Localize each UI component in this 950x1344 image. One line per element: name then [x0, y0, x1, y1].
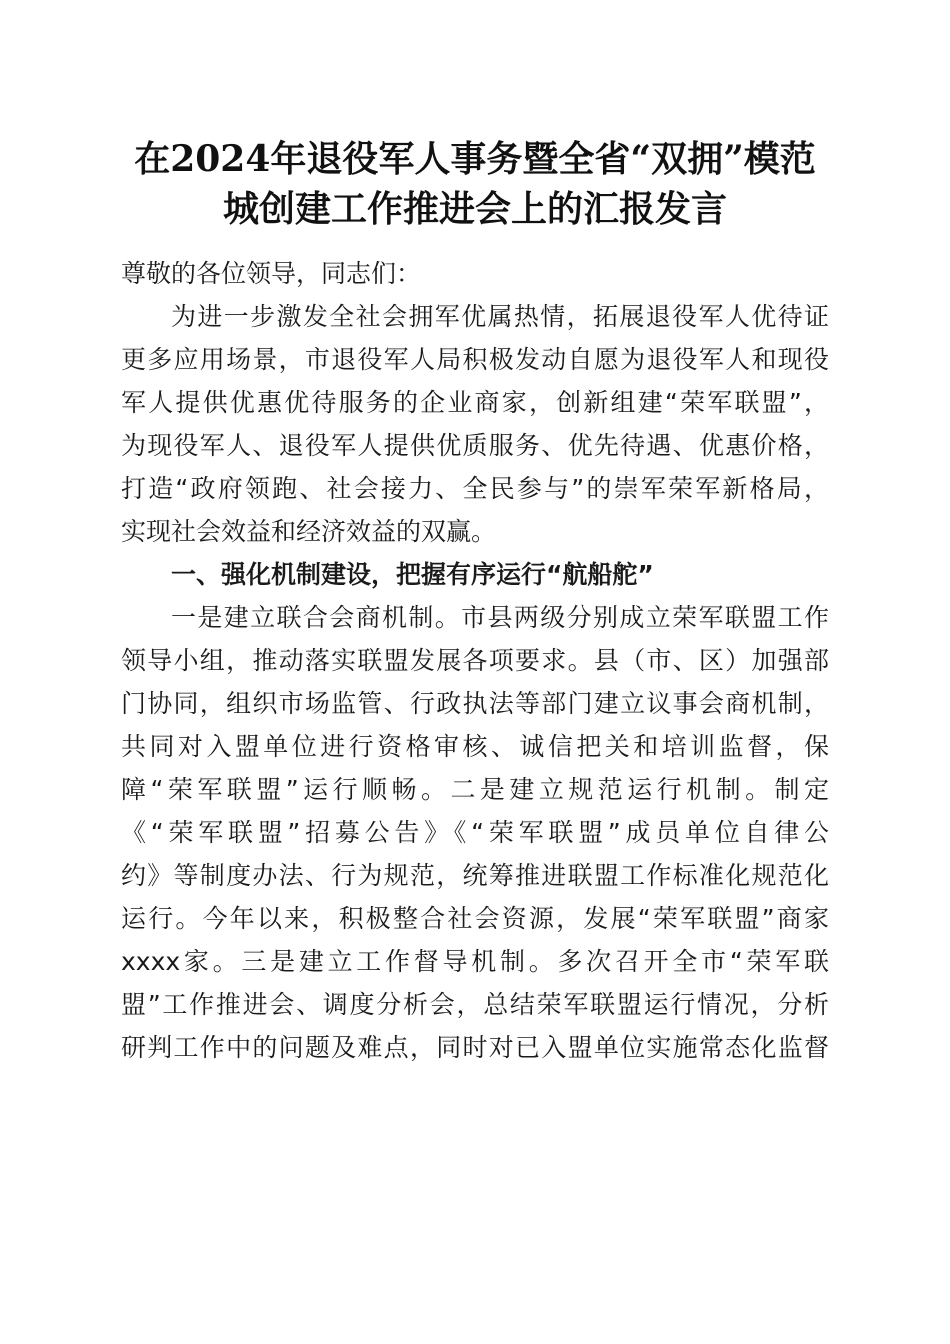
intro-line-6: 实现社会效益和经济效益的双赢。 — [121, 517, 497, 546]
section-1-line-1: 一是建立联合会商机制。市县两级分别成立荣军联盟工作 — [171, 603, 829, 632]
intro-paragraph — [121, 295, 829, 553]
document-title — [110, 134, 840, 234]
intro-line-1: 为进一步激发全社会拥军优属热情，拓展退役军人优待证 — [171, 302, 829, 331]
title-line-2: 城创建工作推进会上的汇报发言 — [222, 188, 727, 230]
section-1-line-7: 约》等制度办法、行为规范，统筹推进联盟工作标准化规范化 — [121, 861, 829, 890]
document-body — [121, 252, 829, 1069]
section-1-line-4: 共同对入盟单位进行资格审核、诚信把关和培训监督，保 — [121, 732, 829, 761]
intro-line-3: 军人提供优惠优待服务的企业商家，创新组建“荣军联盟”， — [121, 388, 829, 417]
intro-line-5: 打造“政府领跑、社会接力、全民参与”的崇军荣军新格局， — [121, 474, 829, 503]
section-heading-1: 一、强化机制建设，把握有序运行“航船舵” — [171, 560, 654, 589]
intro-line-2: 更多应用场景，市退役军人局积极发动自愿为退役军人和现役 — [121, 345, 829, 374]
salutation: 尊敬的各位领导，同志们： — [121, 259, 422, 288]
section-1-line-5: 障“荣军联盟”运行顺畅。二是建立规范运行机制。制定 — [121, 775, 829, 804]
section-1-line-10: 盟”工作推进会、调度分析会，总结荣军联盟运行情况，分析 — [121, 990, 829, 1019]
title-line-1: 在2024年退役军人事务暨全省“双拥”模范 — [134, 138, 816, 180]
section-1-paragraph — [121, 596, 829, 1069]
section-1-line-6: 《“荣军联盟”招募公告》《“荣军联盟”成员单位自律公 — [121, 818, 829, 847]
section-1-line-3: 门协同，组织市场监管、行政执法等部门建立议事会商机制， — [121, 689, 829, 718]
section-1-line-2: 领导小组，推动落实联盟发展各项要求。县（市、区）加强部 — [121, 646, 829, 675]
section-1-line-8: 运行。今年以来，积极整合社会资源，发展“荣军联盟”商家 — [121, 904, 829, 933]
section-1-line-9: xxxx家。三是建立工作督导机制。多次召开全市“荣军联 — [121, 947, 829, 976]
section-1-line-11: 研判工作中的问题及难点，同时对已入盟单位实施常态化监督 — [121, 1033, 829, 1062]
intro-line-4: 为现役军人、退役军人提供优质服务、优先待遇、优惠价格， — [121, 431, 829, 460]
